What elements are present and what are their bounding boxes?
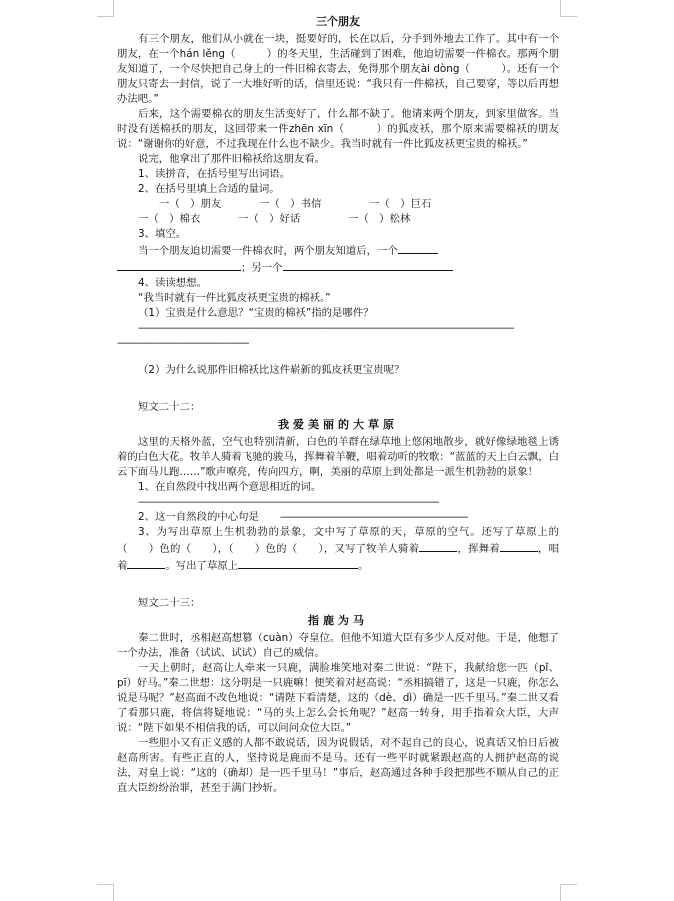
story1-question-2: 2、在括号里填上合适的量词。	[138, 183, 280, 195]
crop-mark-top-left	[97, 0, 114, 17]
answer-blank[interactable]	[238, 557, 358, 569]
answer-blank[interactable]	[419, 540, 457, 552]
measure-item: 一（ ）松林	[348, 213, 411, 225]
story3-paragraph-3: 一些胆小又有正义感的人都不敢说话，因为说假话，对不起自己的良心，说真话又怕日后被赵高所害。有些正直的人，坚持说是鹿而不是马。还有一些平时就紧跟赵高的人拥护赵高的说法，对皇上说：“这的（确却）是一匹千里马！”事后，赵高通过各种手段把那些不顺从自己的正直大臣纷纷治罪，甚至于满门抄斩。	[117, 737, 559, 794]
measure-item: 一（ ）朋友	[159, 198, 222, 210]
story1-title: 三个朋友	[316, 15, 360, 28]
fill-line-1	[117, 242, 559, 259]
answer-blank[interactable]	[117, 259, 241, 271]
story2-q3-c: ，唱着	[117, 543, 560, 572]
fill-line-2	[117, 259, 559, 276]
answer-dash-line[interactable]: ————————————————————————————————————————	[138, 322, 514, 334]
answer-blank[interactable]	[283, 259, 453, 271]
story1-question-4-1: （1）宝贵是什么意思？“宝贵的棉袄”指的是哪件？	[138, 307, 374, 319]
measure-item: 一（ ）好话	[238, 213, 301, 225]
story3-paragraph-2: 一天上朝时，赵高让人牵来一只鹿，满脸堆笑地对秦二世说：“陛下，我献给您一匹（pǐ、pī）好马。”秦二世想：这分明是一只鹿嘛！便笑着对赵高说：“丞相搞错了，这是一只鹿，你怎么说是马呢？”赵高面不改色地说：“请陛下看清楚，这的（dè、dì）确是一匹千里马。”秦二世又看了看那只鹿，将信将疑地说：“马的头上怎么会长角呢？”赵高一转身，用手指着众大臣，大声说：“陛下如果不相信我的话，可以问问众位大臣。”	[117, 662, 559, 734]
answer-blank[interactable]	[398, 242, 438, 254]
story1-question-1: 1、读拼音，在括号里写出词语。	[138, 168, 291, 180]
measure-item: 一（ ）书信	[259, 198, 322, 210]
story2-question-3	[117, 525, 559, 574]
story2-q3-b: ，挥舞着	[457, 543, 500, 555]
story1-paragraph-2: 后来，这个需要棉衣的朋友生活变好了，什么都不缺了。他请来两个朋友，到家里做客。当时没有送棉袄的朋友，这回带来一件zhēn xīn（ ）的狐皮袄，那个原来需要棉袄的朋友说：“谢谢你的好意，不过我现在什么也不缺少。我当时就有一件比狐皮袄更宝贵的棉袄。”	[117, 108, 559, 150]
story1-question-4: 4、读读想想。	[138, 277, 207, 289]
crop-mark-bottom-right	[560, 884, 577, 901]
answer-blank[interactable]	[500, 540, 538, 552]
crop-mark-top-right	[560, 0, 577, 17]
answer-dash-line[interactable]: ————————————————————	[279, 511, 468, 523]
story2-q3-a: 3、为写出草原上生机勃勃的景象，文中写了草原的天，草原的空气。还写了草原上的（ ）色的（ ），（ ）色的（ ），又写了牧羊人骑着	[117, 526, 559, 555]
story2-title: 我爱美丽的大草原	[278, 418, 398, 431]
spacer	[117, 378, 559, 400]
story2-question-2-text: 2、这一自然段的中心句是	[138, 511, 259, 523]
story3-title: 指鹿为马	[308, 614, 368, 627]
story2-label: 短文二十二：	[138, 401, 201, 413]
answer-dash-line[interactable]: ————————————————————————————————	[138, 496, 439, 508]
story2-q3-d: 。写出了草原上	[165, 560, 239, 572]
story2-question-1: 1、在自然段中找出两个意思相近的词。	[138, 481, 322, 493]
measure-item: 一（ ）棉衣	[138, 213, 201, 225]
spacer	[117, 574, 559, 596]
document-page	[117, 12, 559, 796]
measure-word-row-2	[117, 212, 559, 227]
measure-item: 一（ ）巨石	[369, 198, 432, 210]
spacer	[117, 351, 559, 363]
measure-word-row-1	[117, 197, 559, 212]
story1-quote: “我当时就有一件比狐皮袄更宝贵的棉袄。”	[138, 292, 331, 304]
story2-question-2	[117, 510, 559, 525]
story3-paragraph-1: 秦二世时，丞相赵高想篡（cuàn）夺皇位。但他不知道大臣有多少人反对他。于是，他想了一个办法，准备（试试、试试）自己的威信。	[117, 632, 559, 659]
fill-line-1-text: 当一个朋友迫切需要一件棉衣时，两个朋友知道后，一个	[138, 245, 398, 257]
story3-label: 短文二十三：	[138, 597, 201, 609]
story2-paragraph-1: 这里的天格外蓝，空气也特别清新，白色的羊群在绿草地上悠闲地散步，就好像绿地毯上诱着的白色大花。牧羊人骑着飞驰的骏马，挥舞着羊鞭，唱着动听的牧歌：“蓝蓝的天上白云飘，白云下面马儿跑……”歌声嘹亮，传向四方，啊，美丽的草原上到处都是一派生机勃勃的景象！	[117, 436, 559, 478]
answer-blank[interactable]	[127, 557, 165, 569]
fill-line-2-text: ；另一个	[241, 262, 283, 274]
story1-paragraph-1: 有三个朋友，他们从小就在一块，挺要好的，长在以后，分手到外地去工作了。其中有一个朋友，在一个hán lěng（ ）的冬天里，生活碰到了困难，他迫切需要一件棉衣。那两个朋友知道了，一个尽快把自己身上的一件旧棉衣寄去，免得那个朋友ài dòng（ ）。还有一个朋友只寄去一封信，说了一大堆好听的话，信里还说：“我只有一件棉袄，自己要穿，等以后再想办法吧。”	[117, 33, 559, 105]
crop-mark-bottom-left	[97, 884, 114, 901]
story1-question-3: 3、填空。	[138, 228, 187, 240]
story1-question-4-2: （2）为什么说那件旧棉袄比这件崭新的狐皮袄更宝贵呢？	[138, 364, 405, 376]
story2-q3-e: 。	[358, 560, 369, 572]
answer-dash-line[interactable]: ——————————————	[117, 337, 249, 349]
story1-paragraph-3: 说完，他拿出了那件旧棉袄给这朋友看。	[138, 153, 326, 165]
